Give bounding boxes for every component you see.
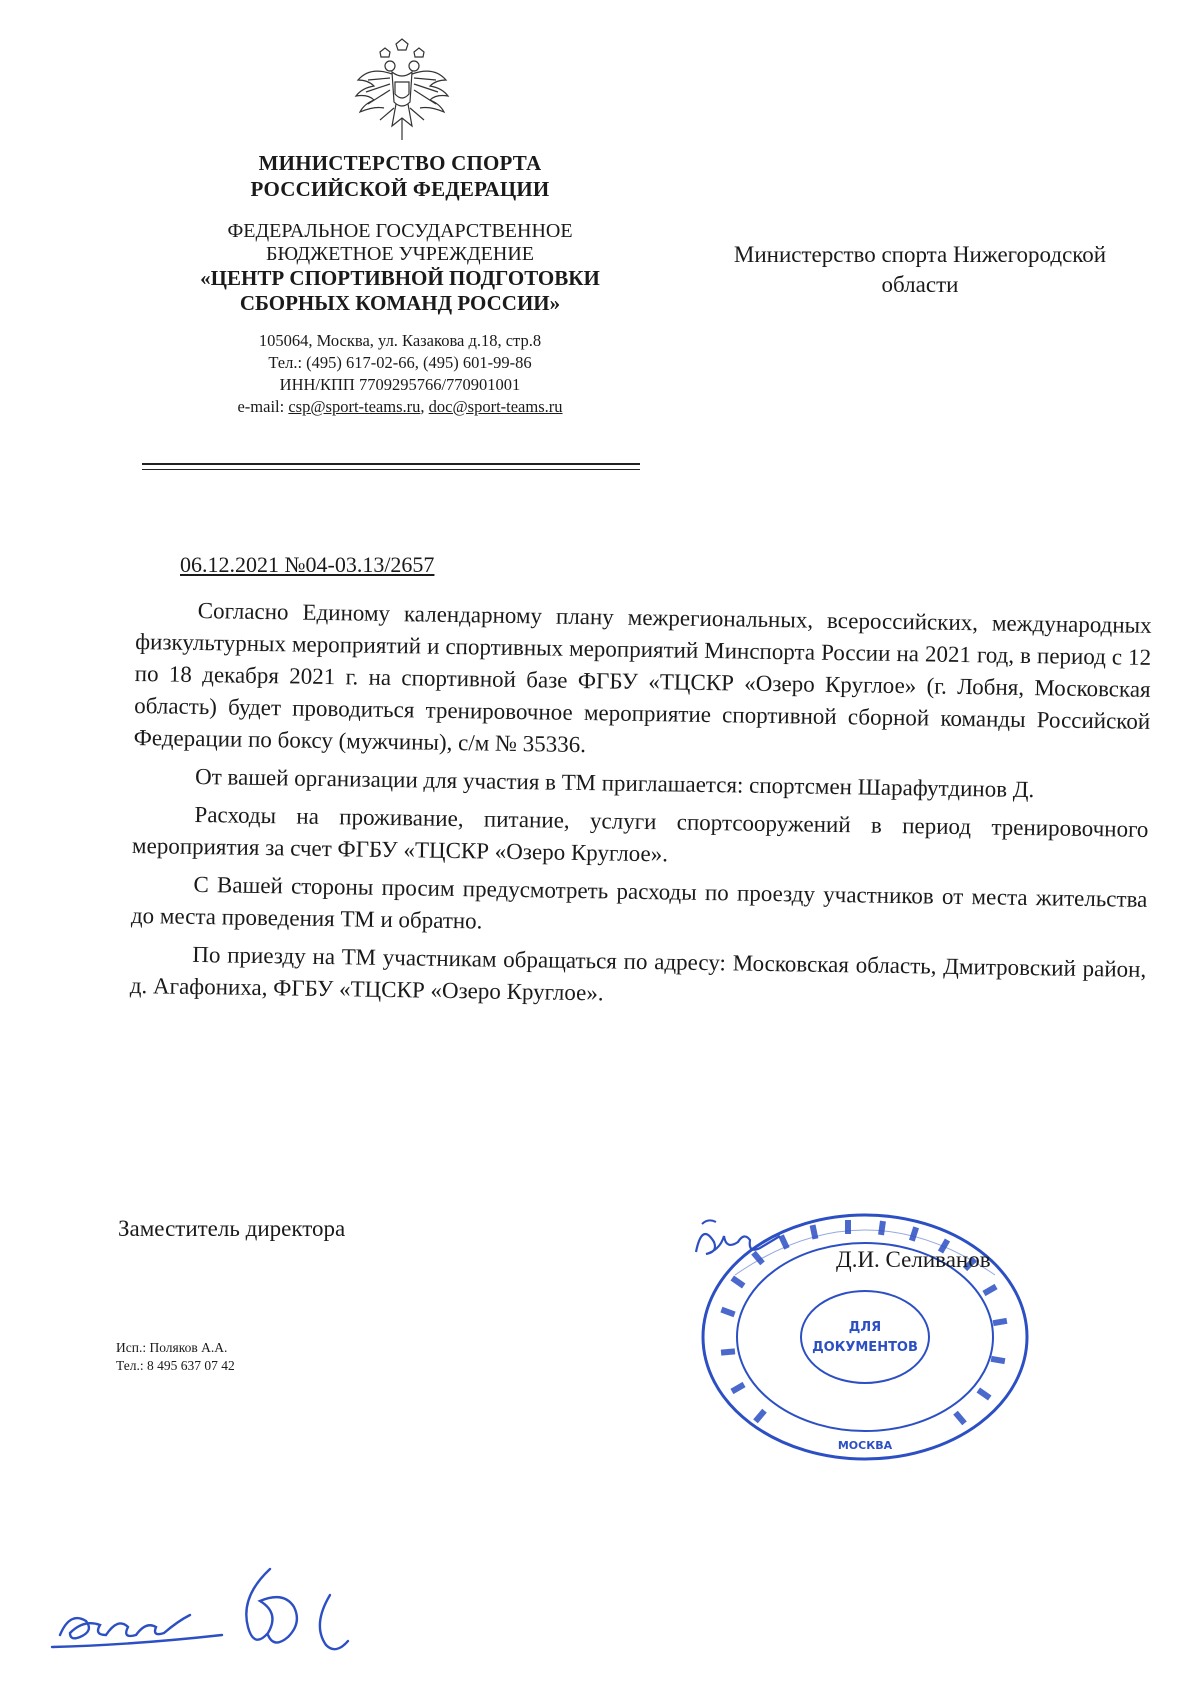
center-name xyxy=(150,266,650,316)
executor-info xyxy=(116,1339,235,1375)
director-signature xyxy=(688,1212,798,1272)
header-divider-thick xyxy=(142,463,640,465)
letter-body xyxy=(129,594,1151,1024)
addressee-line-1: Министерство спорта Нижегородской xyxy=(733,242,1107,267)
coat-of-arms-emblem xyxy=(352,38,452,146)
stamp-city: МОСКВА xyxy=(837,1439,893,1452)
stamp-center-line-1: ДЛЯ xyxy=(848,1320,882,1335)
letterhead xyxy=(150,150,650,418)
stamp-center-line-2: ДОКУМЕНТОВ xyxy=(812,1340,918,1355)
email-line xyxy=(150,396,650,418)
fgbu-line-2: БЮДЖЕТНОЕ УЧРЕЖДЕНИЕ xyxy=(265,243,535,265)
center-line-2: СБОРНЫХ КОМАНД РОССИИ» xyxy=(239,291,561,315)
ministry-line-2: РОССИЙСКОЙ ФЕДЕРАЦИИ xyxy=(250,177,550,201)
contact-details xyxy=(150,330,650,418)
email-link-csp[interactable]: csp@sport-teams.ru xyxy=(288,397,421,416)
fgbu-line-1: ФЕДЕРАЛЬНОЕ ГОСУДАРСТВЕННОЕ xyxy=(227,220,573,242)
ministry-name xyxy=(150,150,650,202)
center-line-1: «ЦЕНТР СПОРТИВНОЙ ПОДГОТОВКИ xyxy=(200,266,600,290)
paragraph-5: По приезду на ТМ участникам обращаться по адресу: Московская область, Дмитровский район, д. Агафониха, ФГБУ «ТЦСКР «Озеро Круглое». xyxy=(129,941,1147,1006)
registration-number: 06.12.2021 №04-03.13/2657 xyxy=(180,552,435,577)
paragraph-4: С Вашей стороны просим предусмотреть расходы по проезду участников от места жительства до места проведения ТМ и обратно. xyxy=(130,871,1148,934)
addressee xyxy=(670,240,1170,300)
executor-phone: Тел.: 8 495 637 07 42 xyxy=(116,1358,235,1373)
email-separator: , xyxy=(420,397,425,416)
signatory-name: Д.И. Селиванов xyxy=(836,1247,991,1272)
phone-numbers: Тел.: (495) 617-02-66, (495) 601-99-86 xyxy=(268,353,532,372)
addressee-line-2: области xyxy=(881,272,959,297)
inn-kpp: ИНН/КПП 7709295766/770901001 xyxy=(279,375,521,394)
postal-address: 105064, Москва, ул. Казакова д.18, стр.8 xyxy=(258,331,542,350)
fgbu-type xyxy=(150,220,650,266)
paragraph-3: Расходы на проживание, питание, услуги спортсооружений в период тренировочного мероприятия за счет ФГБУ «ТЦСКР «Озеро Круглое». xyxy=(131,801,1149,867)
email-label: e-mail: xyxy=(237,397,285,416)
header-divider-thin xyxy=(142,469,640,470)
paragraph-1: Согласно Единому календарному плану межрегиональных, всероссийских, международных физкультурных мероприятий и спортивных мероприятий Минспорта России на 2021 год, в период с 12 по 18 декабря 2021 г. на спортивной базе ФГБУ «ТЦСКР «Озеро Круглое» (г. Лобня, Московская область) будет проводиться тренировочное мероприятие спортивной сборной команды Российской Федерации по боксу (мужчины), с/м № 35336. xyxy=(133,597,1152,758)
paragraph-2: От вашей организации для участия в ТМ приглашается: спортсмен Шарафутдинов Д. xyxy=(194,763,1035,803)
ministry-line-1: МИНИСТЕРСТВО СПОРТА xyxy=(258,151,542,175)
executor-name: Исп.: Поляков А.А. xyxy=(116,1340,228,1355)
email-link-doc[interactable]: doc@sport-teams.ru xyxy=(428,397,563,416)
handwritten-note xyxy=(40,1555,420,1665)
signatory-title: Заместитель директора xyxy=(118,1216,346,1241)
